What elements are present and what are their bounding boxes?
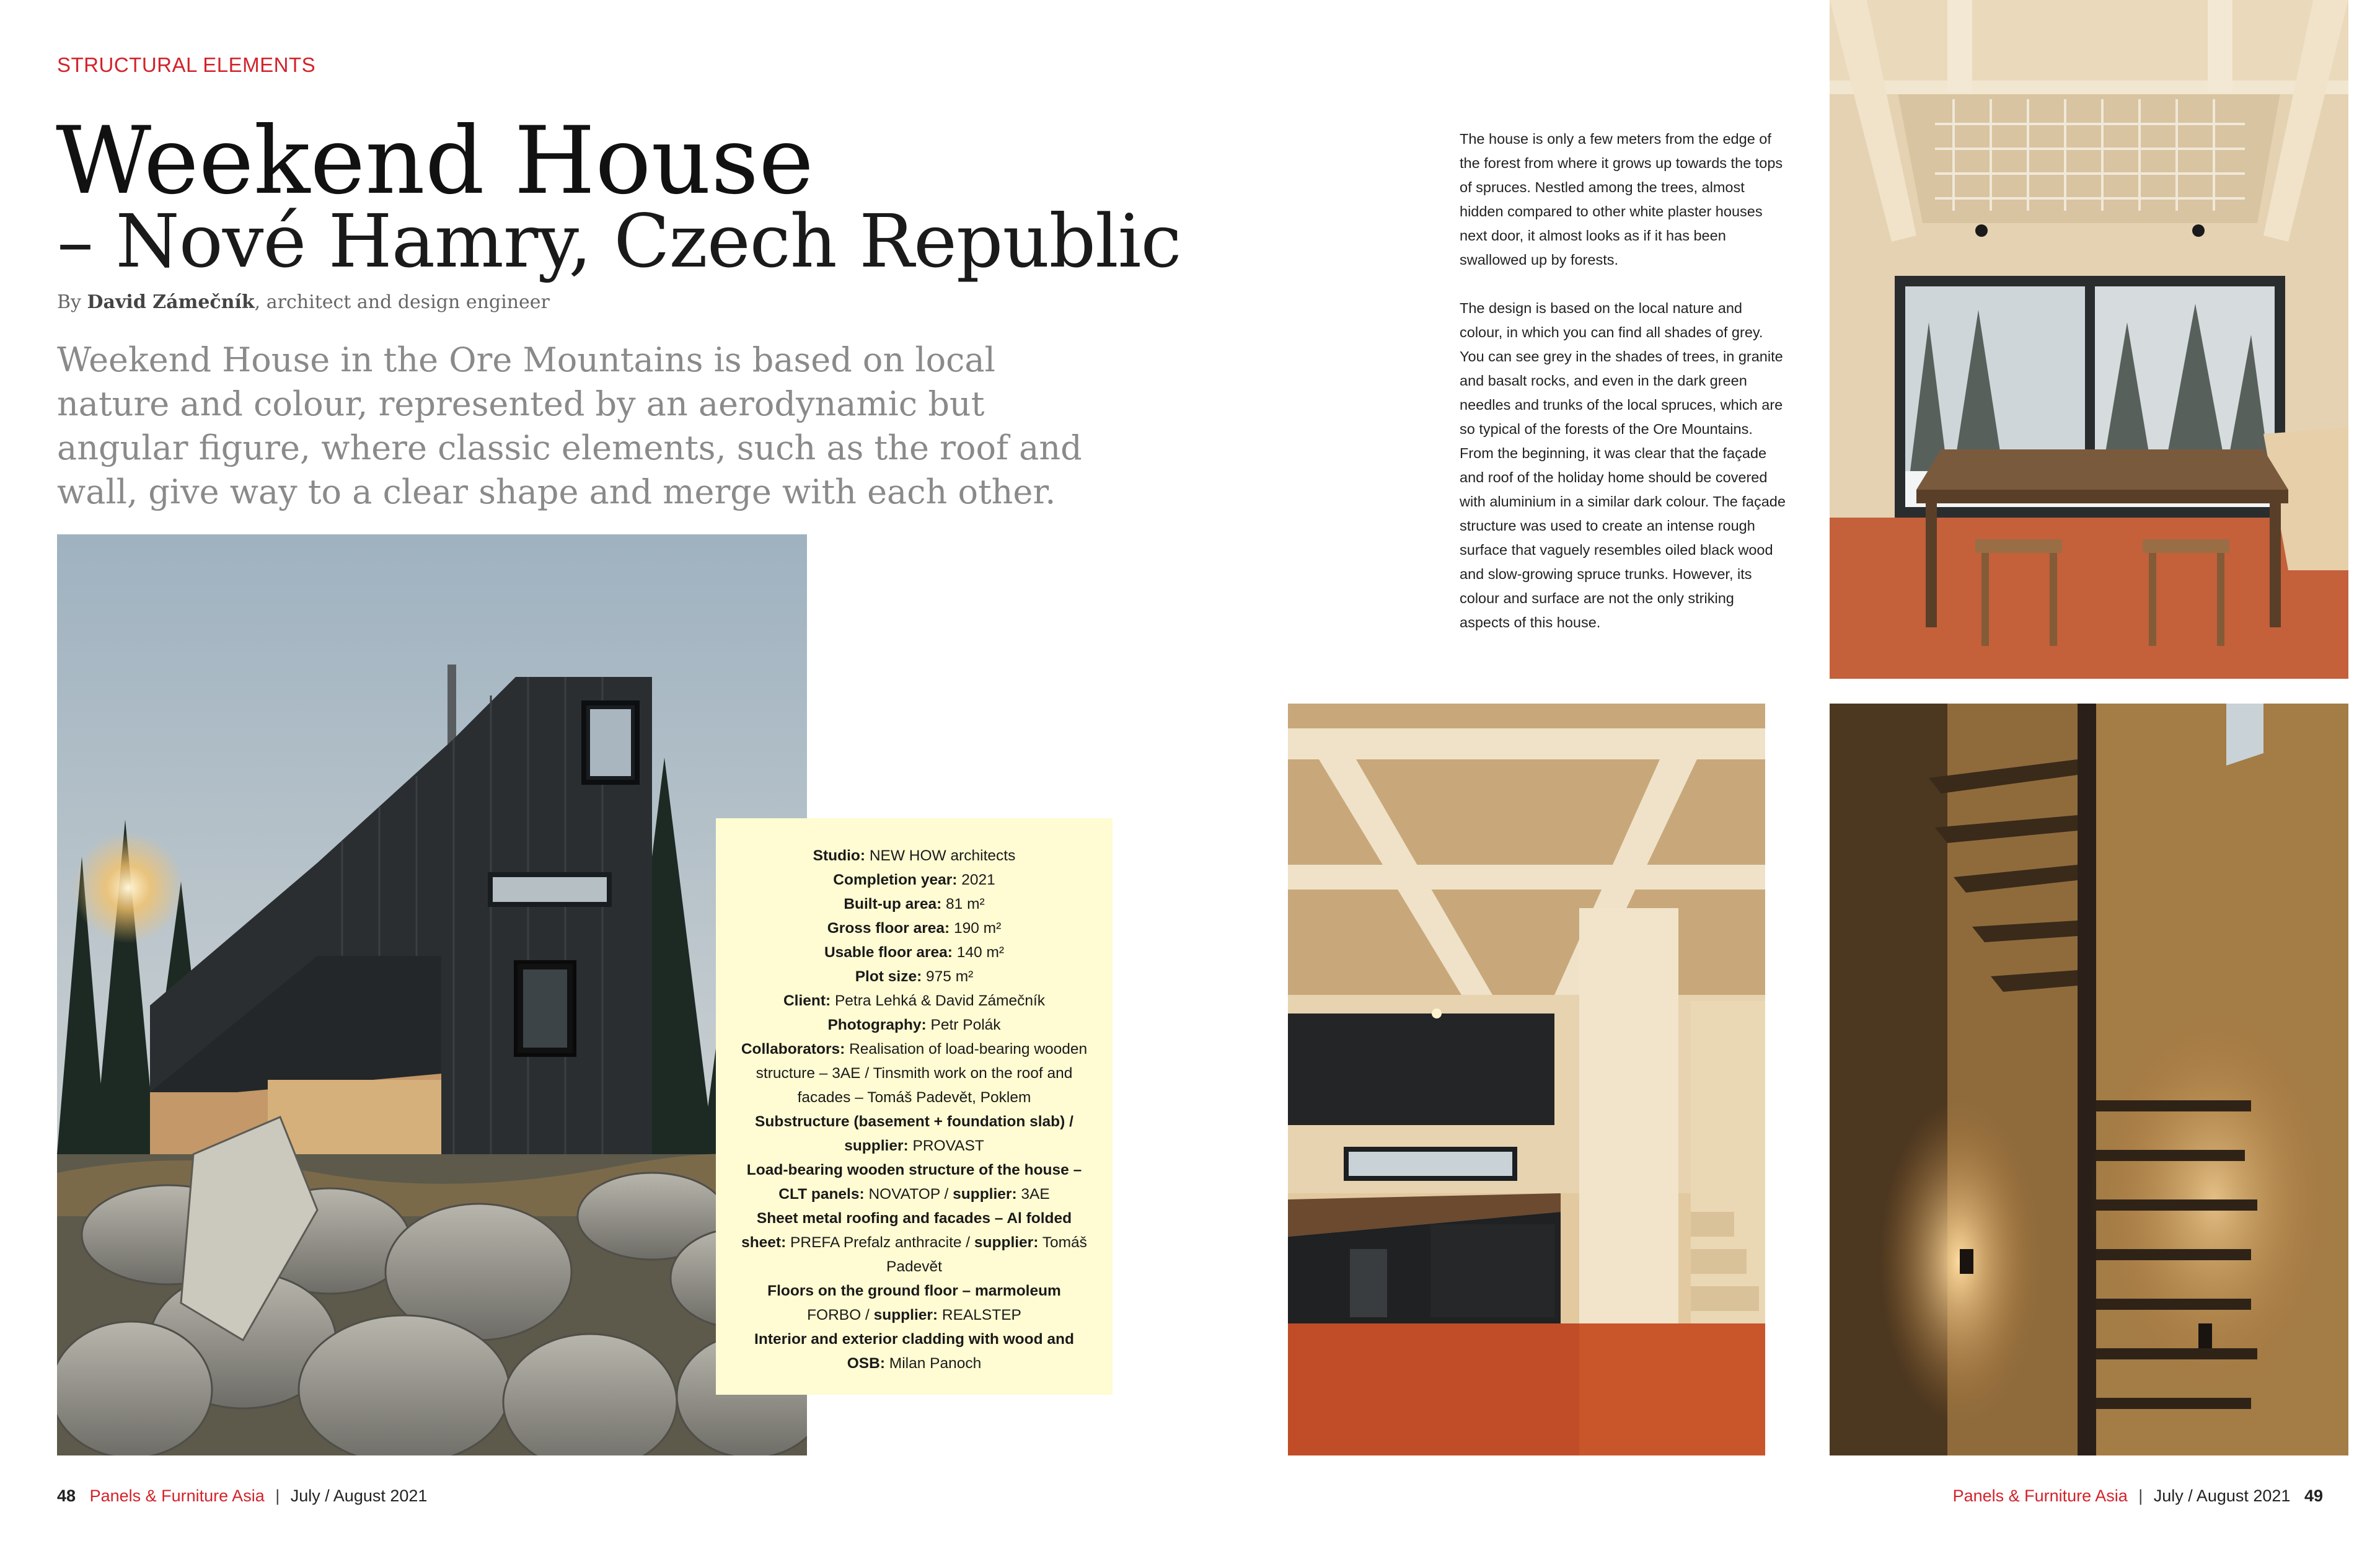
page-number-right: 49 [2304, 1486, 2323, 1505]
article-subtitle: – Nové Hamry, Czech Republic [57, 198, 1181, 284]
byline-suffix: , architect and design engineer [254, 291, 550, 313]
byline-prefix: By [57, 291, 87, 313]
section-label: STRUCTURAL ELEMENTS [57, 53, 316, 76]
body-paragraph: The house is only a few meters from the edge of the forest from where it grows up towards the tops of spruces. Nestled among the trees, almost hidden compared to other white plaster houses next door, it almost looks as if it has been swallowed up by forests. [1460, 131, 1783, 268]
page-number-left: 48 [57, 1486, 76, 1505]
body-paragraph: The design is based on the local nature and colour, in which you can find all shades of grey. You can see grey in the shades of trees, in granite and basalt rocks, and even in the dark green needles and trunks of the local spruces, which are so typical of the forests of the Ore Mountains. From the beginning, it was clear that the façade and roof of the holiday home should be covered with aluminium in a similar dark colour. The façade structure was used to create an intense rough surface that vaguely resembles oiled black wood and slow-growing spruce trunks. However, its colour and surface are not the only striking aspects of this house. [1460, 300, 1786, 630]
footer-separator: | [275, 1486, 280, 1505]
project-credits-box [716, 818, 1113, 1395]
credit-plot-size: Plot size: 975 m² [855, 968, 974, 985]
credit-floors: Floors on the ground floor – marmoleum FORBO / supplier: REALSTEP [767, 1283, 1061, 1323]
dining-room-photo [1830, 0, 2348, 679]
body-text-column [1460, 127, 1788, 659]
article-title: Weekend House [56, 107, 814, 215]
issue-date-right: July / August 2021 [2153, 1486, 2291, 1505]
credit-studio: Studio: NEW HOW architects [813, 847, 1016, 864]
credit-clt-panels: Load-bearing wooden structure of the house – CLT panels: NOVATOP / supplier: 3AE [746, 1162, 1082, 1203]
byline-author: David Zámečník [87, 291, 255, 313]
credit-cladding: Interior and exterior cladding with wood and OSB: Milan Panoch [754, 1331, 1074, 1372]
credit-gross-floor-area: Gross floor area: 190 m² [827, 920, 1002, 937]
staircase-photo [1830, 704, 2348, 1455]
credit-metal-roofing: Sheet metal roofing and facades – Al folded sheet: PREFA Prefalz anthracite / supplier: Tomáš Padevět [741, 1210, 1087, 1275]
credit-substructure: Substructure (basement + foundation slab) / supplier: PROVAST [755, 1113, 1073, 1154]
issue-date-left: July / August 2021 [290, 1486, 428, 1505]
lead-paragraph: Weekend House in the Ore Mountains is based on local nature and colour, represented by an aerodynamic but angular figure, where classic elements, such as the roof and wall, give way to a clear shape and merge with each other. [57, 340, 1082, 511]
byline [57, 291, 550, 313]
credit-built-up-area: Built-up area: 81 m² [844, 896, 985, 912]
exterior-house-photo [57, 534, 807, 1455]
magazine-name-left: Panels & Furniture Asia [89, 1486, 265, 1505]
credit-client: Client: Petra Lehká & David Zámečník [783, 992, 1046, 1009]
credit-completion-year: Completion year: 2021 [833, 872, 995, 888]
kitchen-photo [1288, 704, 1765, 1455]
credit-photography: Photography: Petr Polák [827, 1017, 1001, 1033]
credit-usable-floor-area: Usable floor area: 140 m² [824, 944, 1005, 961]
credit-collaborators: Collaborators: Realisation of load-bearing wooden structure – 3AE / Tinsmith work on the roof and facades – Tomáš Padevět, Poklem [741, 1041, 1088, 1106]
magazine-name-right: Panels & Furniture Asia [1952, 1486, 2128, 1505]
footer-right [1953, 1486, 2323, 1506]
footer-left [57, 1486, 427, 1506]
footer-separator: | [2138, 1486, 2143, 1505]
